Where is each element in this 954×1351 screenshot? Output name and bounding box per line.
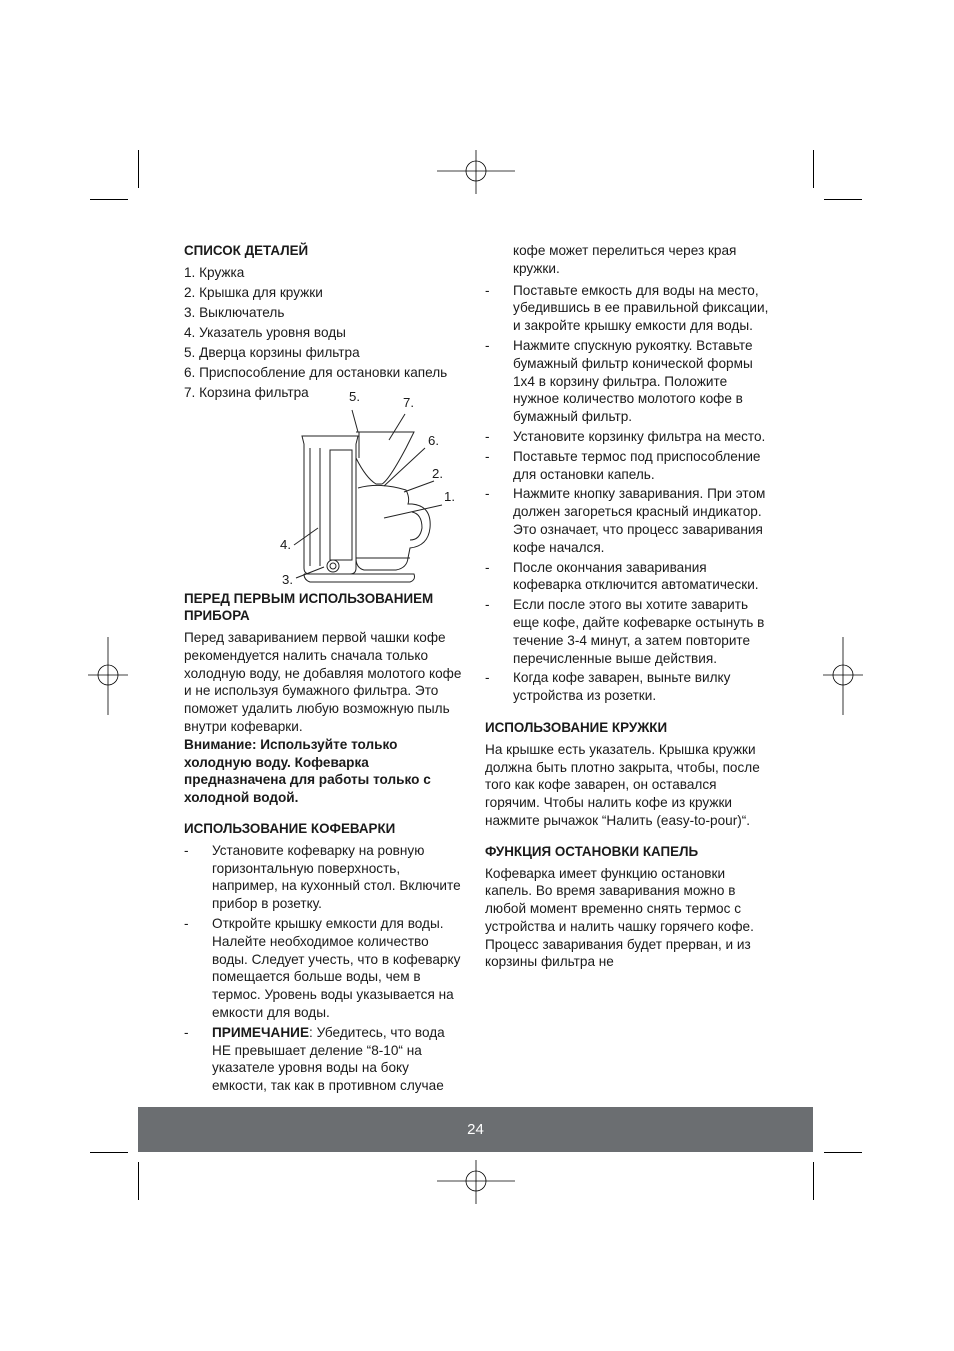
parts-list-title: СПИСОК ДЕТАЛЕЙ — [184, 243, 309, 258]
list-item: 3. Выключатель — [184, 304, 285, 320]
list-item: - Если после этого вы хотите заварить еще кофе, дайте кофеварке остынуть в течение 3-4 минут, а затем повторите перечисленные выше действия. — [485, 597, 765, 666]
page-number: 24 — [467, 1121, 484, 1138]
using-mug-text: На крышке есть указатель. Крышка кружки должна быть плотно закрыта, чтобы, после того как кофе заварен, он оставался горячим. Чтобы налить кофе из кружки нажмите рычажок “Налить (easy-to-pour)“. — [485, 741, 760, 828]
using-coffee-maker-title: ИСПОЛЬЗОВАНИЕ КОФЕВАРКИ — [184, 821, 396, 837]
parts-list — [184, 264, 466, 402]
figure-label: 4. — [280, 536, 291, 552]
crop-mark — [90, 1152, 128, 1153]
right-column — [485, 242, 770, 971]
figure-label: 1. — [444, 488, 455, 504]
using-coffee-maker-list — [184, 842, 466, 1095]
figure-label: 6. — [428, 432, 439, 448]
page-footer — [138, 1107, 813, 1152]
list-item: - После окончания заваривания кофеварка отключится автоматически. — [485, 559, 759, 593]
figure-label: 2. — [432, 465, 443, 481]
registration-mark-icon — [88, 637, 128, 715]
list-item: - ПРИМЕЧАНИЕ: Убедитесь, что вода НЕ превышает деление “8-10“ на указателе уровня воды на боку емкости, так как в противном случае — [184, 1024, 445, 1094]
list-item: 6. Приспособление для остановки капель — [184, 364, 448, 380]
crop-mark — [824, 1152, 862, 1153]
list-item: - Нажмите спускную рукоятку. Вставьте бумажный фильтр конической формы 1х4 в корзину фильтра. Положите нужное количество молотого кофе в бумажный фильтр. — [485, 337, 753, 425]
registration-mark-icon — [823, 637, 863, 715]
list-item: - Нажмите кнопку заваривания. При этом должен загореться красный индикатор. Это означает, что процесс заваривания кофе начался. — [485, 486, 766, 555]
list-item: - Поставьте емкость для воды на место, убедившись в ее правильной фиксации, и закройте крышку емкости для воды. — [485, 282, 769, 334]
list-item: - Установите кофеварку на ровную горизонтальную поверхность, например, на кухонный стол. Включите прибор в розетку. — [184, 842, 461, 912]
list-item: кофе может перелиться через края кружки. — [513, 243, 737, 276]
using-mug-title: ИСПОЛЬЗОВАНИЕ КРУЖКИ — [485, 719, 668, 735]
crop-mark — [813, 150, 814, 188]
list-item: 5. Дверца корзины фильтра — [184, 344, 360, 360]
list-item: - Когда кофе заварен, выньте вилку устройства из розетки. — [485, 670, 731, 704]
left-column — [184, 242, 466, 1097]
crop-mark — [138, 150, 139, 188]
figure-label: 5. — [349, 388, 360, 404]
using-coffee-maker-list-continued — [485, 242, 770, 705]
coffee-maker-illustration — [184, 388, 466, 588]
crop-mark — [90, 199, 128, 200]
list-item: 1. Кружка — [184, 264, 245, 280]
registration-mark-icon — [437, 1160, 515, 1204]
list-item: 2. Крышка для кружки — [184, 284, 323, 300]
crop-mark — [824, 199, 862, 200]
list-item: - Поставьте термос под приспособление для остановки капель. — [485, 448, 761, 482]
figure-label: 3. — [282, 571, 293, 587]
crop-mark — [138, 1162, 139, 1200]
before-first-use-title: ПЕРЕД ПЕРВЫМ ИСПОЛЬЗОВАНИЕМ ПРИБОРА — [184, 590, 434, 624]
list-item: - Установите корзинку фильтра на место. — [485, 428, 766, 444]
list-item: 7. Корзина фильтра — [184, 384, 309, 400]
drip-stop-text: Кофеварка имеет функцию остановки капель. Во время заваривания можно в любой момент временно снять термос с устройства и налить чашку горячего кофе. Процесс заваривания будет прерван, и из корзины фильтра не — [485, 865, 754, 970]
drip-stop-title: ФУНКЦИЯ ОСТАНОВКИ КАПЕЛЬ — [485, 843, 699, 859]
figure-label: 7. — [403, 394, 414, 410]
before-first-use-text: Перед завариванием первой чашки кофе рекомендуется налить сначала только холодную воду, не добавляя молотого кофе и не используя бумажного фильтра. Это поможет удалить любую возможную пыль внутри кофеварки. — [184, 630, 462, 735]
list-item: 4. Указатель уровня воды — [184, 324, 346, 340]
list-item: - Откройте крышку емкости для воды. Налейте необходимое количество воды. Следует учесть, что в кофеварку помещается больше воды, чем в термос. Уровень воды указывается на емкости для воды. — [184, 916, 461, 1021]
coffee-maker-figure — [184, 388, 466, 588]
registration-mark-icon — [437, 150, 515, 194]
warning-text: Внимание: Используйте только холодную воду. Кофеварка предназначена для работы только с холодной водой. — [184, 736, 431, 806]
crop-mark — [813, 1162, 814, 1200]
